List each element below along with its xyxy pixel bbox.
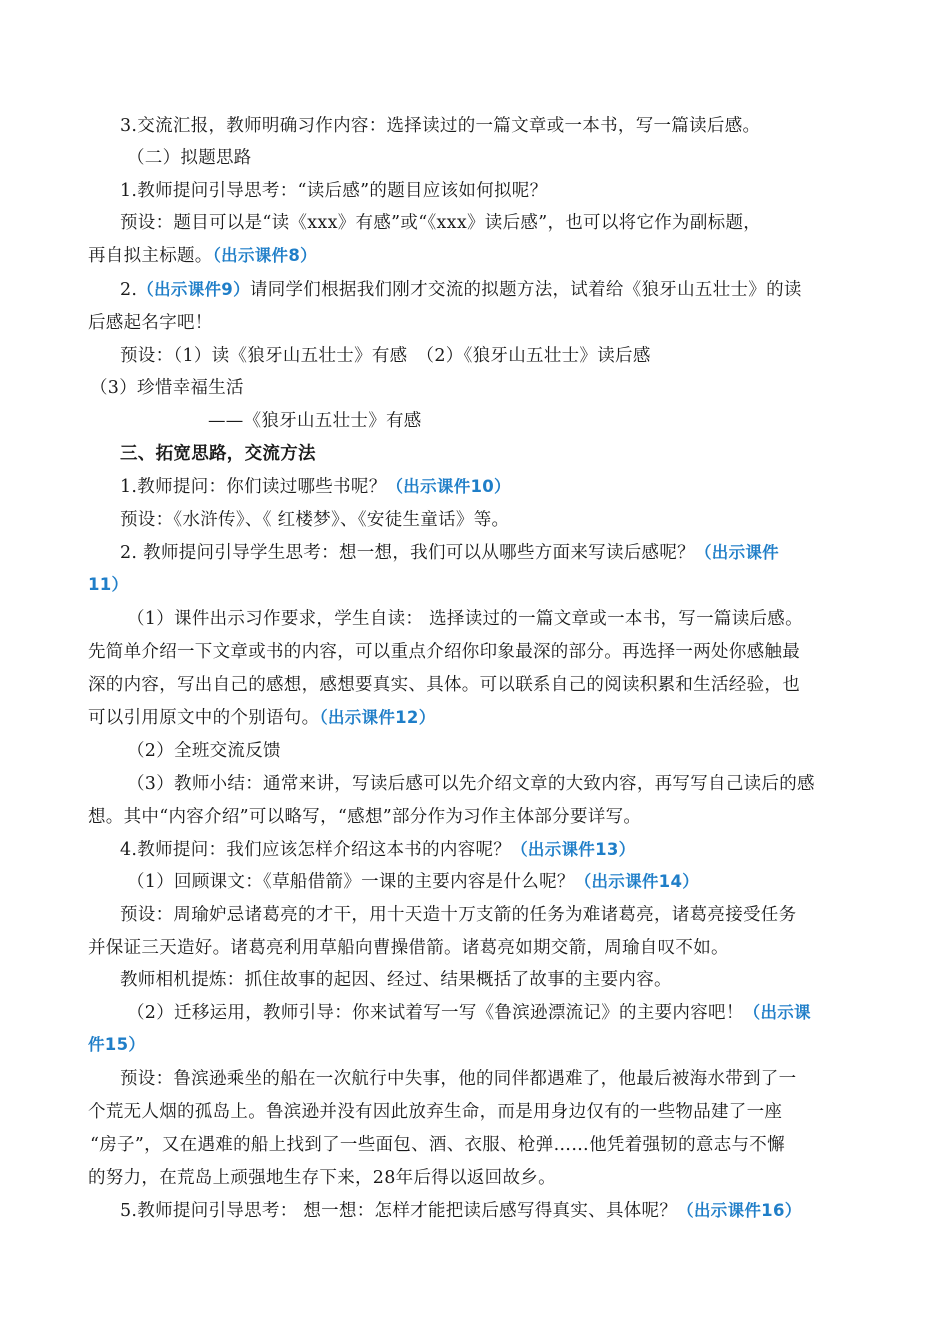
section-heading: 三、拓宽思路，交流方法 (120, 444, 316, 464)
courseware-reference: （出示课 (743, 1003, 811, 1022)
paragraph-line: 4.教师提问：我们应该怎样介绍这本书的内容呢？（出示课件13） (120, 840, 636, 860)
courseware-reference: （出示课件9） (137, 280, 250, 299)
paragraph-line: 深的内容，写出自己的感想，感想要真实、具体。可以联系自己的阅读积累和生活经验，也 (88, 675, 800, 695)
paragraph-line: 个荒无人烟的孤岛上。鲁滨逊并没有因此放弃生命，而是用身边仅有的一些物品建了一座 (88, 1102, 783, 1122)
paragraph-line: “房子”，又在遇难的船上找到了一些面包、酒、衣服、枪弹……他凭着强韧的意志与不懈 (90, 1135, 785, 1155)
paragraph-line (88, 1030, 145, 1060)
paragraph-line: （1）课件出示习作要求，学生自读： 选择读过的一篇文章或一本书，写一篇读后感。 (127, 609, 803, 629)
paragraph-line: 2. 教师提问引导学生思考：想一想，我们可以从哪些方面来写读后感呢？（出示课件 (120, 543, 779, 563)
paragraph-line: 再自拟主标题。（出示课件8） (88, 246, 317, 266)
paragraph-line: 预设：《水浒传》、《 红楼梦》、《安徒生童话》等。 (120, 510, 510, 530)
paragraph-line: 3.交流汇报，教师明确习作内容：选择读过的一篇文章或一本书，写一篇读后感。 (120, 116, 761, 136)
paragraph-line: （2）迁移运用，教师引导：你来试着写一写《鲁滨逊漂流记》的主要内容吧！（出示课 (127, 1003, 811, 1023)
paragraph-line: 1.教师提问引导思考：“读后感”的题目应该如何拟呢？ (120, 181, 548, 201)
section-heading: （二）拟题思路 (127, 148, 252, 168)
paragraph-line: 的努力，在荒岛上顽强地生存下来，28年后得以返回故乡。 (88, 1168, 556, 1188)
paragraph-line: 可以引用原文中的个别语句。（出示课件12） (88, 708, 436, 728)
paragraph-line: （3）珍惜幸福生活 (90, 378, 244, 398)
paragraph-line (88, 570, 128, 600)
paragraph-line: ——《狼牙山五壮士》有感 (208, 411, 422, 431)
paragraph-line: 先简单介绍一下文章或书的内容，可以重点介绍你印象最深的部分。再选择一两处你感触最 (88, 642, 800, 662)
courseware-reference: （出示课件12） (319, 708, 436, 727)
paragraph-line: 预设：（1）读《狼牙山五壮士》有感 （2）《狼牙山五壮士》读后感 (120, 346, 651, 366)
paragraph-line: 2.（出示课件9）请同学们根据我们刚才交流的拟题方法，试着给《狼牙山五壮士》的读 (120, 280, 802, 300)
paragraph-line: 并保证三天造好。诸葛亮利用草船向曹操借箭。诸葛亮如期交箭，周瑜自叹不如。 (88, 938, 729, 958)
paragraph-line: （1）回顾课文：《草船借箭》一课的主要内容是什么呢？（出示课件14） (127, 872, 700, 892)
paragraph-line: 预设：周瑜妒忌诸葛亮的才干，用十天造十万支箭的任务为难诸葛亮，诸葛亮接受任务 (120, 905, 797, 925)
paragraph-line: （3）教师小结：通常来讲，写读后感可以先介绍文章的大致内容，再写写自己读后的感 (127, 774, 815, 794)
courseware-reference: （出示课件16） (677, 1201, 802, 1220)
courseware-reference: 11） (88, 575, 129, 594)
paragraph-line: 想。其中“内容介绍”可以略写，“感想”部分作为习作主体部分要详写。 (88, 807, 642, 827)
courseware-reference: （出示课件8） (212, 246, 317, 265)
paragraph-line: 5.教师提问引导思考： 想一想：怎样才能把读后感写得真实、具体呢？（出示课件16） (120, 1201, 802, 1221)
paragraph-line: 后感起名字吧！ (88, 313, 213, 333)
courseware-reference: 件15） (88, 1035, 146, 1054)
paragraph-line: 预设：鲁滨逊乘坐的船在一次航行中失事，他的同伴都遇难了，他最后被海水带到了一 (120, 1069, 797, 1089)
paragraph-line: 预设：题目可以是“读《xxx》有感”或“《xxx》读后感”，也可以将它作为副标题， (120, 213, 762, 233)
paragraph-line: 1.教师提问：你们读过哪些书呢？（出示课件10） (120, 477, 511, 497)
courseware-reference: （出示课件14） (574, 872, 700, 891)
courseware-reference: （出示课件10） (386, 477, 511, 496)
courseware-reference: （出示课件13） (511, 840, 636, 859)
courseware-reference: （出示课件 (694, 543, 779, 562)
paragraph-line: （2）全班交流反馈 (127, 741, 281, 761)
paragraph-line: 教师相机提炼：抓住故事的起因、经过、结果概括了故事的主要内容。 (120, 970, 672, 990)
